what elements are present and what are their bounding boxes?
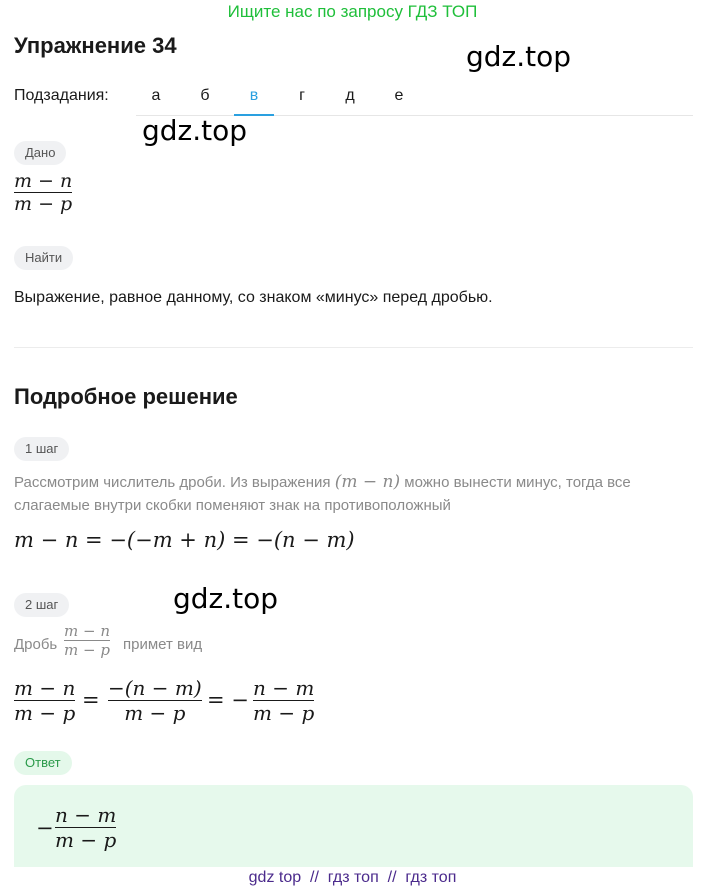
step1-expression: (m − n)	[334, 472, 401, 492]
step2-fraction-2	[108, 676, 202, 725]
step2-pill: 2 шаг	[14, 593, 69, 617]
step2-text-b: примет вид	[123, 636, 203, 653]
footer-links[interactable]: gdz top // гдз топ // гдз топ	[248, 869, 457, 886]
numerator: m − n	[14, 676, 76, 700]
numerator: n − m	[253, 676, 315, 700]
find-pill: Найти	[14, 246, 73, 270]
solution-title: Подробное решение	[14, 384, 238, 409]
given-denominator: m − p	[14, 193, 73, 216]
given-numerator: m − n	[14, 170, 73, 192]
step1-pill: 1 шаг	[14, 437, 69, 461]
answer-pill: Ответ	[14, 751, 72, 775]
page-title: Упражнение 34	[14, 33, 177, 58]
equals-minus-sign: = −	[207, 688, 249, 712]
answer-minus-sign: −	[36, 816, 54, 840]
inline-denominator: m − p	[64, 641, 110, 660]
tab-d[interactable]: д	[345, 87, 355, 104]
step1-text-a: Рассмотрим числитель дроби. Из выражения	[14, 474, 331, 491]
given-fraction	[14, 170, 72, 215]
step1-line1	[14, 470, 631, 495]
tab-b[interactable]: б	[200, 87, 210, 104]
answer-fraction	[55, 803, 116, 852]
numerator: −(n − m)	[108, 676, 202, 700]
step2-fraction-1	[14, 676, 75, 725]
step1-text-b: можно вынести минус, тогда все	[404, 474, 631, 491]
answer-denominator: m − p	[55, 828, 117, 853]
divider	[14, 347, 693, 348]
given-pill: Дано	[14, 141, 66, 165]
watermark: gdz.top	[142, 114, 248, 147]
watermark: gdz.top	[173, 582, 279, 615]
tab-g[interactable]: г	[299, 87, 305, 104]
denominator: m − p	[14, 701, 76, 726]
find-text: Выражение, равное данному, со знаком «минус» перед дробью.	[14, 289, 493, 306]
step2-text-a: Дробь	[14, 636, 58, 653]
equals-sign: =	[82, 688, 100, 712]
tab-e[interactable]: е	[394, 87, 404, 104]
tab-a[interactable]: а	[151, 87, 161, 104]
step1-line2: слагаемые внутри скобки поменяют знак на противоположный	[14, 497, 451, 514]
answer-numerator: n − m	[55, 803, 117, 827]
top-banner[interactable]: Ищите нас по запросу ГДЗ ТОП	[227, 2, 478, 21]
subtasks-label: Подзадания:	[14, 87, 109, 104]
inline-numerator: m − n	[64, 622, 110, 640]
subtask-tabs	[136, 80, 693, 116]
step2-inline-fraction	[64, 622, 110, 659]
denominator: m − p	[124, 701, 186, 726]
denominator: m − p	[253, 701, 315, 726]
watermark: gdz.top	[466, 40, 572, 73]
step2-fraction-3	[253, 676, 314, 725]
step1-formula: m − n = −(−m + n) = −(n − m)	[14, 528, 355, 552]
tab-v[interactable]: в	[234, 80, 274, 116]
